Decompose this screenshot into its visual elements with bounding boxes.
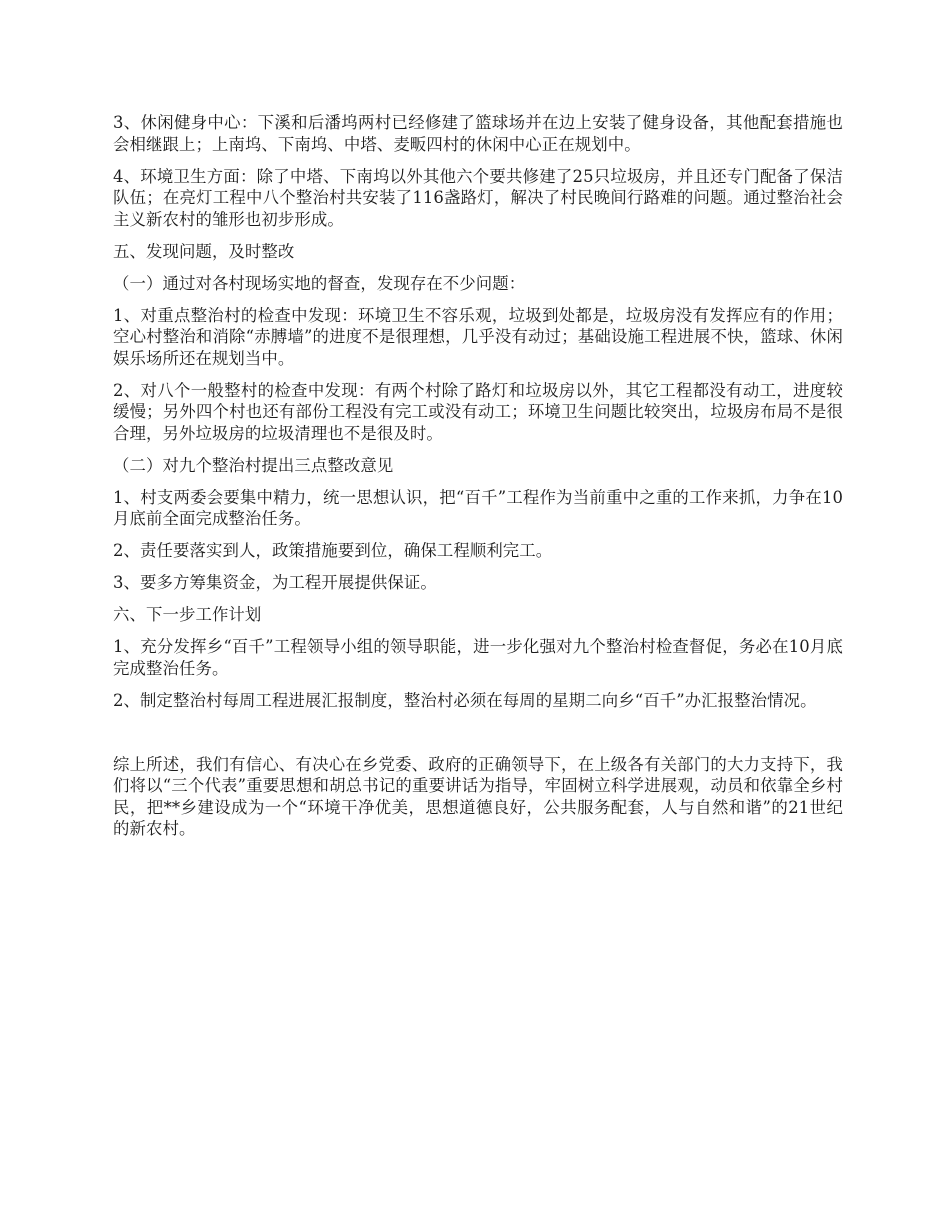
subsection-heading-one: （一）通过对各村现场实地的督查，发现存在不少问题： (113, 273, 526, 293)
paragraph-conclusion: 综上所述，我们有信心、有决心在乡党委、政府的正确领导下，在上级各有关部门的大力支持下，我们将以“三个代表”重要思想和胡总书记的重要讲话为指导，牢固树立科学进展观，动员和依靠全乡村民，把**乡建设成为一个“环境干净优美，思想道德良好，公共服务配套，人与自然和谐”的21世纪的新农村。 (113, 754, 843, 838)
paragraph-rectification-opinion-2: 2、责任要落实到人，政策措施要到位，确保工程顺利完工。 (113, 541, 553, 560)
paragraph-rectification-opinion-1: 1、村支两委会要集中精力，统一思想认识，把“百千”工程作为当前重中之重的工作来抓，力争在10月底前全面完成整治任务。 (113, 487, 843, 528)
section-heading-five: 五、发现问题，及时整改 (113, 241, 295, 261)
paragraph-general-village-findings: 2、对八个一般整村的检查中发现：有两个村除了路灯和垃圾房以外，其它工程都没有动工，进度较缓慢；另外四个村也还有部份工程没有完工或没有动工；环境卫生问题比较突出，垃圾房布局不是很合理，另外垃圾房的垃圾清理也不是很及时。 (113, 380, 843, 443)
paragraph-environmental-sanitation: 4、环境卫生方面：除了中塔、下南坞以外其他六个要共修建了25只垃圾房，并且还专门配备了保洁队伍；在亮灯工程中八个整治村共安装了116盏路灯，解决了村民晚间行路难的问题。通过整治社会主义新农村的雏形也初步形成。 (113, 166, 843, 229)
section-heading-six: 六、下一步工作计划 (113, 605, 262, 624)
paragraph-next-step-plan-1: 1、充分发挥乡“百千”工程领导小组的领导职能，进一步化强对九个整治村检查督促，务必在10月底完成整治任务。 (113, 637, 843, 678)
paragraph-key-village-findings: 1、对重点整治村的检查中发现：环境卫生不容乐观，垃圾到处都是，垃圾房没有发挥应有的作用；空心村整治和消除“赤膊墙”的进度不是很理想，几乎没有动过；基础设施工程进展不快，篮球、休闲娱乐场所还在规划当中。 (113, 305, 843, 368)
paragraph-next-step-plan-2: 2、制定整治村每周工程进展汇报制度，整治村必须在每周的星期二向乡“百千”办汇报整治情况。 (113, 690, 817, 710)
paragraph-spacer (113, 722, 843, 754)
paragraph-leisure-fitness-center: 3、休闲健身中心：下溪和后潘坞两村已经修建了篮球场并在边上安装了健身设备，其他配套措施也会相继跟上；上南坞、下南坞、中塔、麦畈四村的休闲中心正在规划中。 (113, 113, 843, 154)
document-body (113, 112, 843, 850)
paragraph-rectification-opinion-3: 3、要多方筹集资金，为工程开展提供保证。 (113, 573, 437, 592)
subsection-heading-two: （二）对九个整治村提出三点整改意见 (113, 455, 394, 475)
